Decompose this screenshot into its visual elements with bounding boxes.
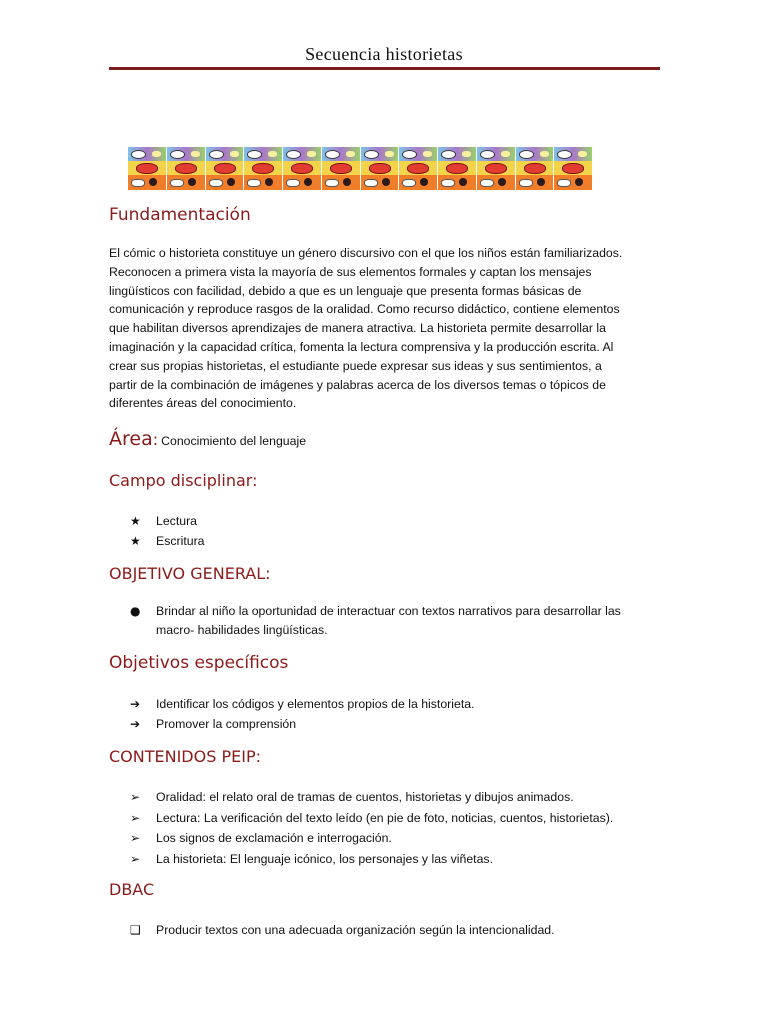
objetivos-especificos-heading: Objetivos específicos bbox=[109, 653, 289, 673]
title-divider bbox=[109, 67, 660, 70]
fundamentacion-paragraph bbox=[109, 244, 669, 413]
comic-tile-image bbox=[167, 147, 206, 190]
arrowhead-bullet-icon: ➢ bbox=[130, 790, 141, 804]
contenidos-heading: CONTENIDOS PEIP: bbox=[109, 747, 261, 766]
comic-tile-image bbox=[554, 147, 593, 190]
list-item-text: Producir textos con una adecuada organización según la intencionalidad. bbox=[156, 923, 555, 937]
comic-tile-image bbox=[128, 147, 167, 190]
list-item-text: Promover la comprensión bbox=[156, 717, 297, 731]
area-line bbox=[109, 428, 306, 450]
arrowhead-bullet-icon: ➢ bbox=[130, 831, 141, 845]
paragraph-line: lingüísticos con facilidad, debido a que es un lenguaje que presenta formas básicas de bbox=[109, 283, 582, 298]
list-item bbox=[130, 828, 613, 849]
dbac-list bbox=[130, 920, 555, 940]
list-item bbox=[130, 920, 555, 940]
paragraph-line: diferentes áreas del conocimiento. bbox=[109, 396, 297, 411]
area-heading: Área bbox=[109, 428, 153, 450]
arrowhead-bullet-icon: ➢ bbox=[130, 851, 141, 866]
paragraph-line: El cómic o historieta constituye un género discursivo con el que los niños están familiarizados. bbox=[109, 246, 623, 260]
paragraph-line: que habilitan diversos aprendizajes de manera atractiva. La historieta permite desarrollar la bbox=[109, 321, 606, 336]
list-item-text: Lectura bbox=[156, 514, 198, 528]
list-item-text: Lectura: La verificación del texto leído (en pie de foto, noticias, cuentos, historietas). bbox=[156, 810, 614, 825]
list-item bbox=[130, 808, 613, 829]
contenidos-list bbox=[130, 787, 613, 869]
dot-bullet-icon: ● bbox=[130, 604, 141, 618]
list-item bbox=[130, 787, 613, 808]
list-item bbox=[130, 694, 475, 714]
list-item-text bbox=[156, 602, 621, 640]
comic-tile-image bbox=[516, 147, 555, 190]
list-item bbox=[130, 849, 613, 870]
campo-list bbox=[130, 511, 205, 551]
comic-tile-image bbox=[322, 147, 361, 190]
area-colon: : bbox=[152, 430, 159, 449]
list-item bbox=[130, 511, 205, 531]
comic-tile-image bbox=[399, 147, 438, 190]
list-item-text: Oralidad: el relato oral de tramas de cuentos, historietas y dibujos animados. bbox=[156, 790, 574, 804]
objetivo-general-list bbox=[130, 602, 621, 640]
area-text: Conocimiento del lenguaje bbox=[161, 434, 307, 448]
list-item-text: Los signos de exclamación e interrogación. bbox=[156, 831, 392, 845]
objetivos-especificos-list bbox=[130, 694, 475, 734]
checkbox-bullet-icon: ❑ bbox=[130, 923, 141, 937]
list-item-text: Escritura bbox=[156, 534, 205, 548]
comic-tile-image bbox=[438, 147, 477, 190]
paragraph-line: partir de la combinación de imágenes y palabras acerca de los diversos temas o tópicos de bbox=[109, 377, 606, 392]
list-item-text: Identificar los códigos y elementos propios de la historieta. bbox=[156, 697, 475, 711]
comic-tile-image bbox=[206, 147, 245, 190]
star-bullet-icon: ★ bbox=[130, 514, 141, 528]
arrow-bullet-icon: ➔ bbox=[130, 717, 141, 731]
list-item-line: Brindar al niño la oportunidad de interactuar con textos narrativos para desarrollar las bbox=[156, 604, 621, 618]
page-title: Secuencia historietas bbox=[305, 44, 463, 64]
arrow-bullet-icon: ➔ bbox=[130, 697, 141, 711]
comic-tile-image bbox=[244, 147, 283, 190]
comic-tile-image bbox=[361, 147, 400, 190]
paragraph-line: Reconocen a primera vista la mayoría de sus elementos formales y captan los mensajes bbox=[109, 264, 592, 279]
paragraph-line: comunicación y reproduce rasgos de la oralidad. Como recurso didáctico, contiene elementos bbox=[109, 302, 620, 317]
list-item bbox=[130, 714, 475, 734]
star-bullet-icon: ★ bbox=[130, 534, 141, 548]
paragraph-line: imaginación y la capacidad crítica, fomenta la lectura comprensiva y la producción escrita. Al bbox=[109, 339, 614, 354]
paragraph-line: crear sus propias historietas, el estudiante puede expresar sus ideas y sus sentimientos, a bbox=[109, 358, 602, 373]
dbac-heading: DBAC bbox=[109, 880, 155, 899]
campo-heading: Campo disciplinar: bbox=[109, 471, 258, 490]
comic-tile-image bbox=[477, 147, 516, 190]
arrowhead-bullet-icon: ➢ bbox=[130, 810, 141, 825]
fundamentacion-heading: Fundamentación bbox=[109, 205, 251, 225]
objetivo-general-heading: OBJETIVO GENERAL: bbox=[109, 564, 271, 583]
comic-strip-banner bbox=[128, 147, 593, 190]
comic-tile-image bbox=[283, 147, 322, 190]
list-item bbox=[130, 531, 205, 551]
list-item-line: macro- habilidades lingüísticas. bbox=[156, 623, 328, 637]
list-item bbox=[130, 602, 621, 640]
list-item-text: La historieta: El lenguaje icónico, los personajes y las viñetas. bbox=[156, 851, 493, 866]
